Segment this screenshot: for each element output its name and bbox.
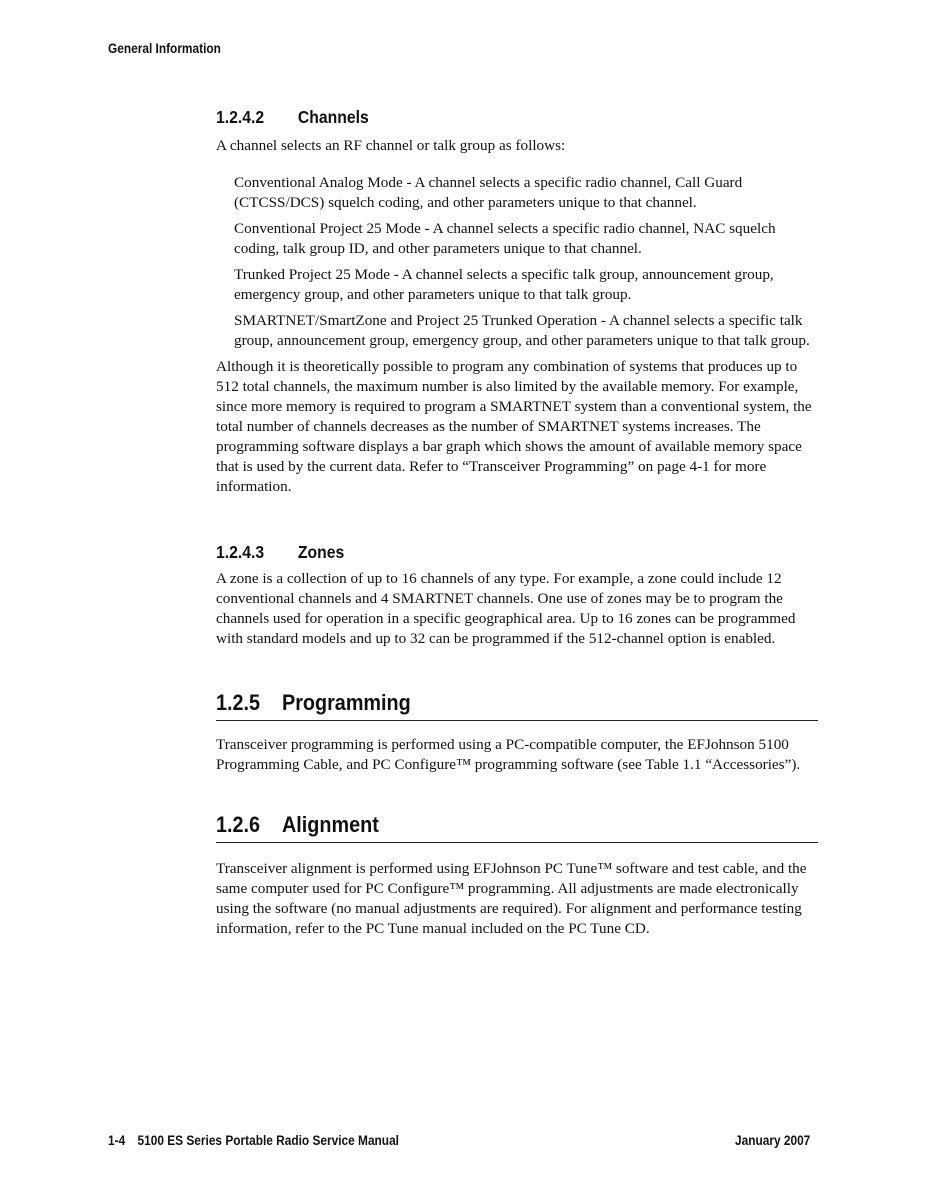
channels-item-p25-conventional: Conventional Project 25 Mode - A channel selects a specific radio channel, NAC squelch coding, talk group ID, and other parameters unique to that channel. xyxy=(234,220,776,257)
heading-programming xyxy=(216,687,818,721)
manual-title: 5100 ES Series Portable Radio Service Manual xyxy=(137,1133,399,1148)
heading-number: 1.2.5 xyxy=(216,690,261,715)
channels-item-smartnet: SMARTNET/SmartZone and Project 25 Trunked Operation - A channel selects a specific talk group, announcement group, emergency group, and other parameters unique to that talk group. xyxy=(234,312,810,349)
running-footer xyxy=(108,1133,399,1148)
channels-item-p25-trunked: Trunked Project 25 Mode - A channel selects a specific talk group, announcement group, emergency group, and other parameters unique to that talk group. xyxy=(234,266,774,303)
heading-title: Programming xyxy=(282,690,411,715)
heading-number: 1.2.6 xyxy=(216,812,261,837)
footer-date: January 2007 xyxy=(735,1133,811,1148)
heading-zones xyxy=(216,539,758,565)
heading-title: Zones xyxy=(297,542,345,562)
heading-number: 1.2.4.3 xyxy=(216,542,265,562)
channels-body: Although it is theoretically possible to program any combination of systems that produces up to 512 total channels, the maximum number is also limited by the available memory. For example, since more memory is required to program a SMARTNET system than a conventional system, the total number of channels decreases as the number of SMARTNET systems increases. The programming software displays a bar graph which shows the amount of available memory space that is used by the current data. Refer to “Transceiver Programming” on page 4-1 for more information. xyxy=(216,358,812,495)
heading-channels xyxy=(216,104,758,130)
alignment-body: Transceiver alignment is performed using EFJohnson PC Tune™ software and test cable, and the same computer used for PC Configure™ programming. All adjustments are made electronically using the software (no manual adjustments are required). For alignment and performance testing information, refer to the PC Tune manual included on the PC Tune CD. xyxy=(216,860,807,937)
heading-alignment xyxy=(216,809,818,843)
heading-title: Alignment xyxy=(282,812,379,837)
running-header: General Information xyxy=(108,41,221,56)
page-content xyxy=(216,104,818,939)
channels-intro: A channel selects an RF channel or talk group as follows: xyxy=(216,137,566,154)
heading-title: Channels xyxy=(297,107,369,127)
programming-body: Transceiver programming is performed using a PC-compatible computer, the EFJohnson 5100 Programming Cable, and PC Configure™ programming software (see Table 1.1 “Accessories”). xyxy=(216,736,801,773)
heading-number: 1.2.4.2 xyxy=(216,107,265,127)
zones-body: A zone is a collection of up to 16 channels of any type. For example, a zone could include 12 conventional channels and 4 SMARTNET channels. One use of zones may be to program the channels used for operation in a specific geographical area. Up to 16 zones can be programmed with standard models and up to 32 can be programmed if the 512-channel option is enabled. xyxy=(216,570,796,647)
page-number: 1-4 xyxy=(108,1133,126,1148)
channels-item-analog: Conventional Analog Mode - A channel selects a specific radio channel, Call Guard (CTCSS/DCS) squelch coding, and other parameters unique to that channel. xyxy=(234,174,743,211)
